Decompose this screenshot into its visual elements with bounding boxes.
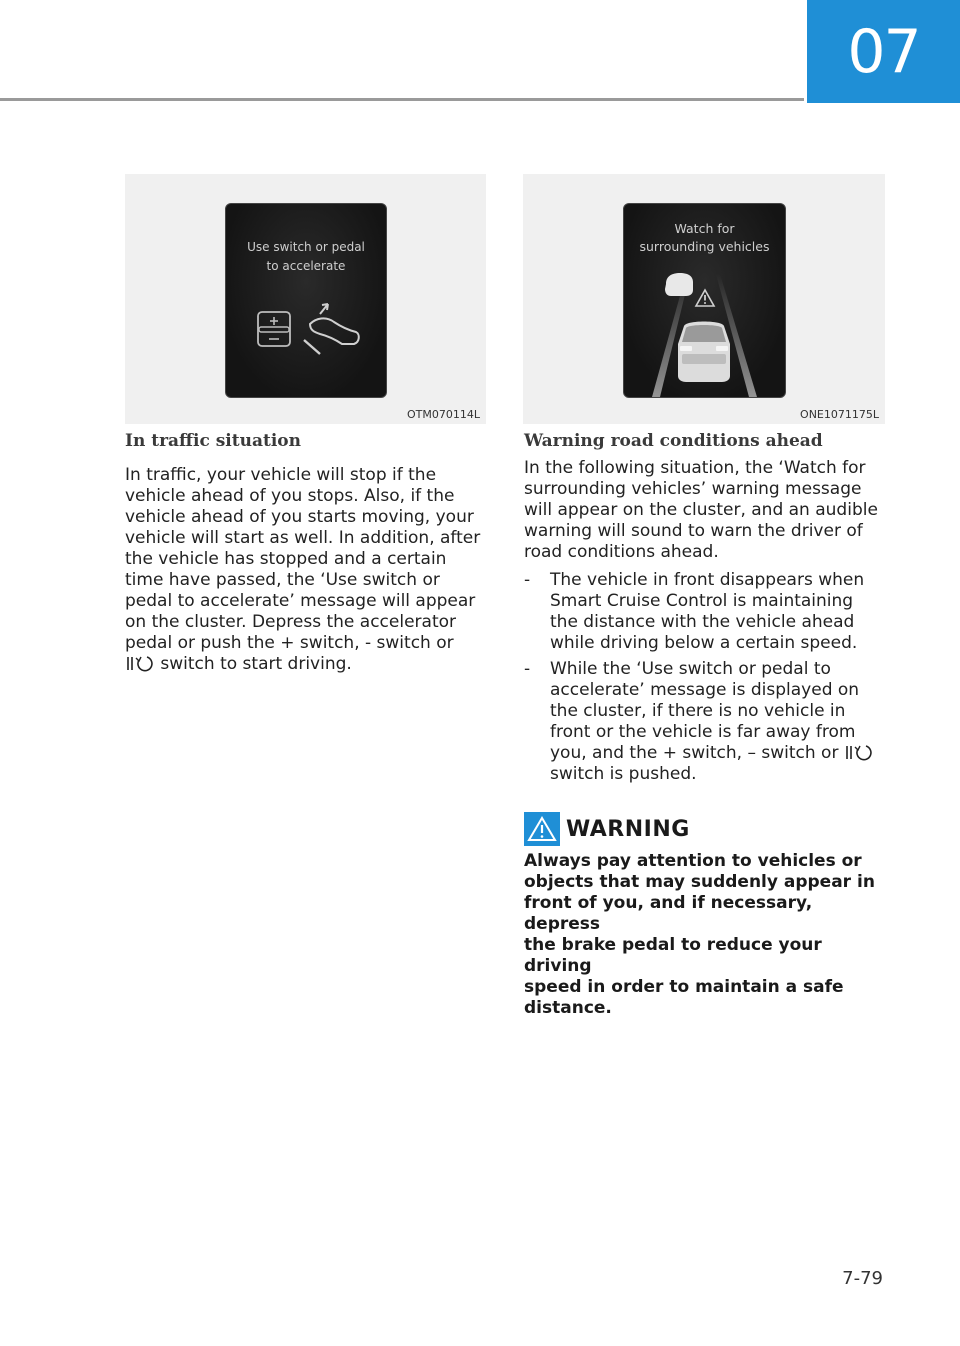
bullet-text <box>550 570 864 654</box>
paragraph-line: on the cluster. Depress the accelerator <box>125 612 456 632</box>
paragraph-line: pedal to accelerate’ message will appear <box>125 591 476 611</box>
bullet-line: While the ‘Use switch or pedal to <box>550 659 831 679</box>
cluster-message-line-1: Use switch or pedal <box>247 240 365 254</box>
cluster-message-line-2: to accelerate <box>266 259 346 273</box>
bullet-line: the distance with the vehicle ahead <box>550 612 855 632</box>
paragraph-line: In traffic, your vehicle will stop if the <box>125 465 437 485</box>
warning-line: speed in order to maintain a safe <box>524 977 844 997</box>
paragraph-line: vehicle ahead of you starts moving, your <box>125 507 474 527</box>
section-heading-traffic: In traffic situation <box>125 431 302 451</box>
bullet-line: The vehicle in front disappears when <box>550 570 865 590</box>
figure-code: OTM070114L <box>407 408 480 421</box>
section-heading-road-conditions: Warning road conditions ahead <box>524 431 823 451</box>
warning-line: objects that may suddenly appear in <box>524 872 875 892</box>
paragraph-line: pedal or push the + switch, - switch or <box>125 633 454 653</box>
bullet-item <box>524 570 894 654</box>
paragraph-line: the vehicle has stopped and a certain <box>125 549 447 569</box>
bullet-line: Smart Cruise Control is maintaining <box>550 591 854 611</box>
warning-title: WARNING <box>566 816 690 842</box>
warning-triangle-icon <box>694 288 716 308</box>
bullet-line: front or the vehicle is far away from <box>550 722 856 742</box>
bullet-dash: - <box>524 659 531 679</box>
paragraph-line: surrounding vehicles’ warning message <box>524 479 862 499</box>
resume-switch-icon <box>125 655 155 672</box>
cluster-screen <box>225 203 387 398</box>
pedal-foot-icon <box>302 300 364 356</box>
cluster-message-line-2: surrounding vehicles <box>639 239 770 254</box>
paragraph-line: warning will sound to warn the driver of <box>524 521 863 541</box>
bullet-item <box>524 659 894 785</box>
cluster-message <box>226 238 386 276</box>
paragraph-line: time have passed, the ‘Use switch or <box>125 570 440 590</box>
paragraph-line-text: switch to start driving. <box>160 654 352 674</box>
warning-line: Always pay attention to vehicles or <box>524 851 862 871</box>
bullet-line <box>550 743 874 764</box>
bullet-line: while driving below a certain speed. <box>550 633 858 653</box>
switch-icon <box>256 310 292 348</box>
bullet-text <box>550 659 874 785</box>
paragraph-line: vehicle will start as well. In addition, after <box>125 528 481 548</box>
paragraph-line: vehicle ahead of you stops. Also, if the <box>125 486 455 506</box>
car-ahead-icon <box>662 270 696 298</box>
bullet-line: the cluster, if there is no vehicle in <box>550 701 846 721</box>
warning-line: front of you, and if necessary, depress <box>524 893 813 934</box>
figure-code: ONE1071175L <box>800 408 879 421</box>
figure-use-switch <box>125 174 486 424</box>
page-number: 7-79 <box>842 1268 883 1289</box>
header-rule <box>0 98 804 101</box>
warning-line: distance. <box>524 998 612 1018</box>
paragraph-line-last <box>125 654 495 675</box>
warning-line: the brake pedal to reduce your driving <box>524 935 822 976</box>
cluster-message <box>624 220 785 256</box>
warning-icon <box>524 812 560 846</box>
cluster-screen <box>623 203 786 398</box>
chapter-tab <box>807 0 960 103</box>
resume-switch-icon <box>844 744 874 761</box>
traffic-paragraph <box>125 465 495 675</box>
paragraph-line: road conditions ahead. <box>524 542 719 562</box>
paragraph-line: In the following situation, the ‘Watch for <box>524 458 866 478</box>
bullet-dash: - <box>524 570 531 590</box>
cluster-message-line-1: Watch for <box>674 221 735 236</box>
own-vehicle-icon <box>670 316 738 384</box>
paragraph-line: will appear on the cluster, and an audible <box>524 500 878 520</box>
chapter-number: 07 <box>847 16 920 87</box>
figure-watch-vehicles <box>523 174 885 424</box>
bullet-line-text: you, and the + switch, – switch or <box>550 743 839 763</box>
warning-text <box>524 851 884 1019</box>
bullet-line: accelerate’ message is displayed on <box>550 680 860 700</box>
road-conditions-paragraph <box>524 458 894 563</box>
warning-header <box>524 812 690 846</box>
bullet-line: switch is pushed. <box>550 764 697 784</box>
